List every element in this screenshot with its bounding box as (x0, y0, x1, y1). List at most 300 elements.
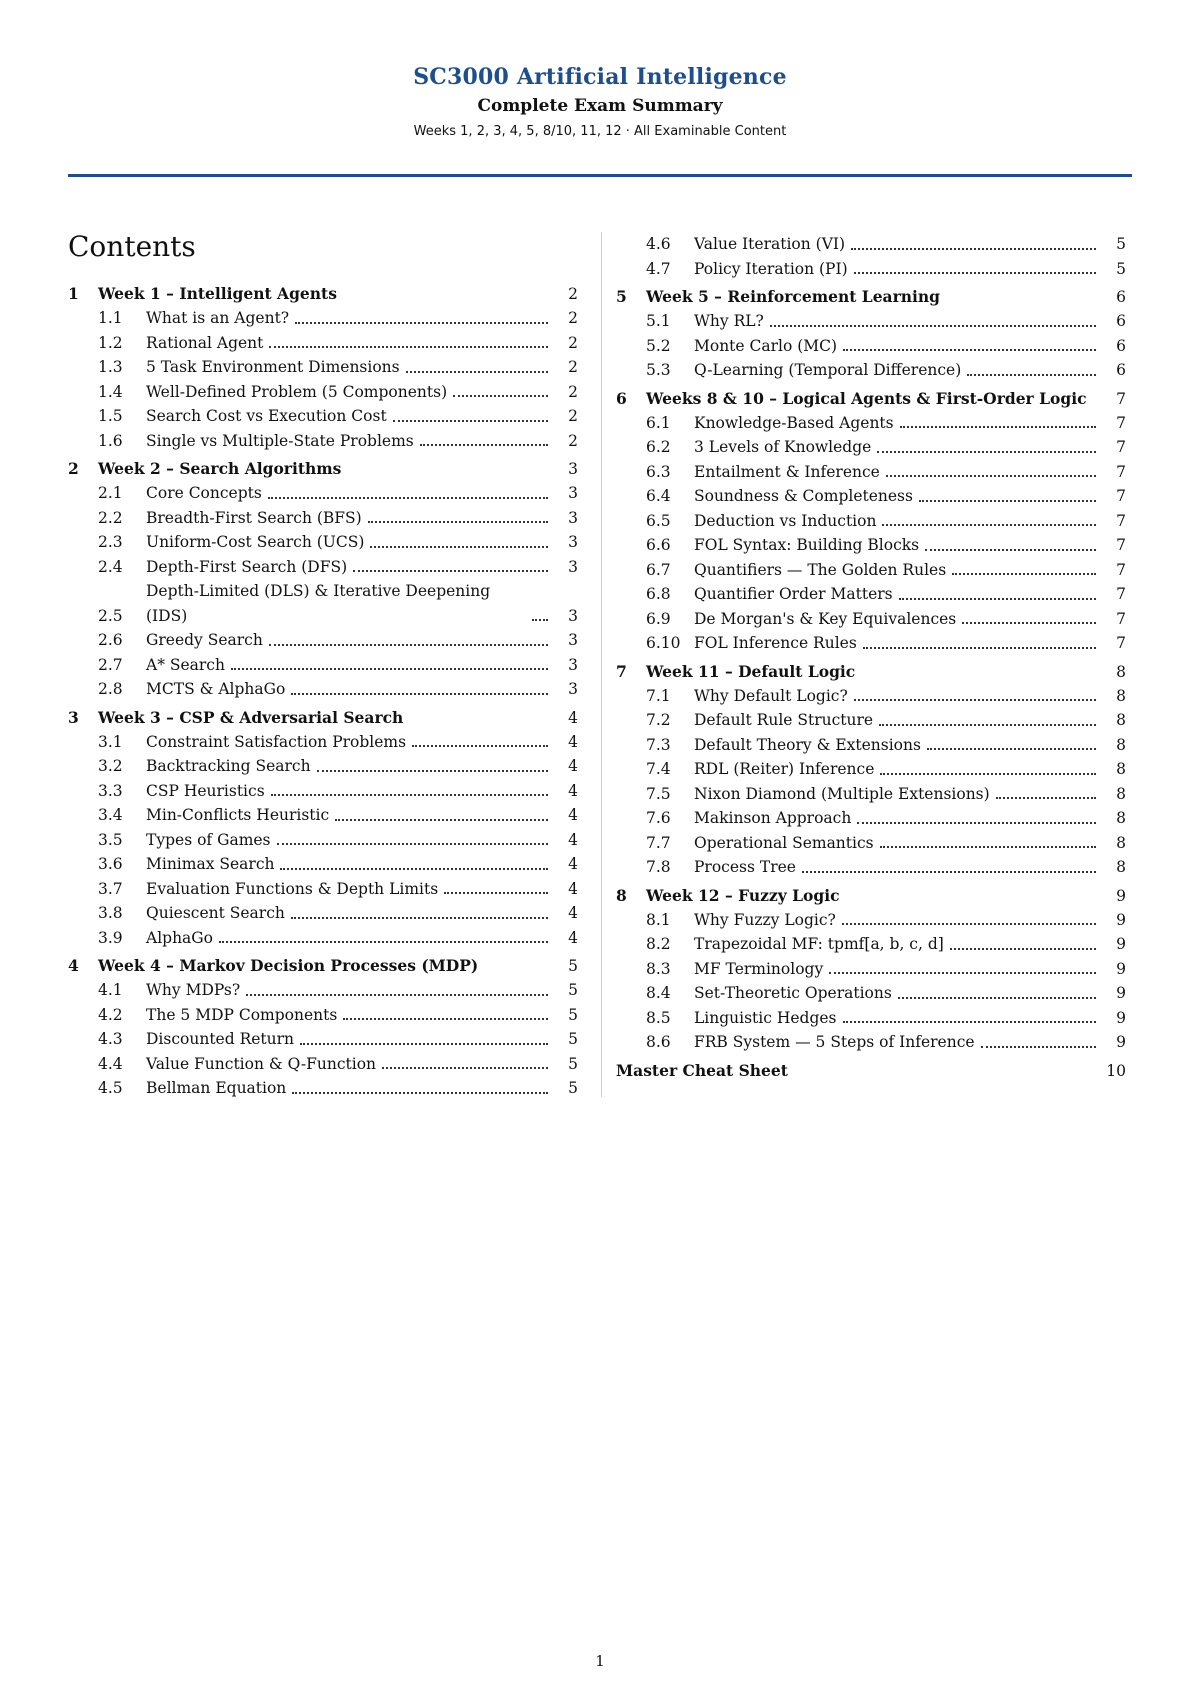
toc-subsection-title: 3 Levels of Knowledge (694, 438, 872, 456)
toc-subsection-title: Evaluation Functions & Depth Limits (146, 879, 439, 898)
toc-subsection-title: Breadth-First Search (BFS) (146, 508, 362, 527)
toc-subsection-title: Q-Learning (Temporal Difference) (694, 361, 962, 379)
toc-subsection-page: 2 (568, 333, 578, 352)
toc-subsection-title: Set-Theoretic Operations (694, 984, 892, 1002)
toc-subsection-entry[interactable] (68, 506, 578, 531)
toc-subsection-page: 4 (568, 781, 578, 800)
toc-subsection-number: 3.1 (98, 732, 123, 751)
toc-section-entry[interactable] (616, 285, 1126, 309)
toc-subsection-entry[interactable] (616, 684, 1126, 709)
document-subtitle: Complete Exam Summary (477, 96, 723, 116)
toc-subsection-number: 2.1 (98, 484, 123, 502)
toc-subsection-title: Trapezoidal MF: tpmf[a, b, c, d] (694, 935, 944, 953)
page-number: 1 (595, 1652, 605, 1670)
toc-subsection-title: Knowledge-Based Agents (694, 413, 894, 432)
toc-dot-leader (842, 923, 1096, 925)
toc-dot-leader (412, 745, 548, 747)
toc-section-title: Week 12 – Fuzzy Logic (646, 885, 840, 905)
toc-subsection-entry[interactable] (68, 555, 578, 580)
toc-subsection-entry[interactable] (616, 957, 1126, 982)
toc-subsection-title: Value Function & Q-Function (146, 1054, 377, 1073)
document-title: SC3000 Artificial Intelligence (413, 64, 787, 90)
toc-subsection-number: 6.10 (646, 634, 681, 652)
toc-subsection-entry[interactable] (616, 855, 1126, 880)
header-rule (68, 174, 1132, 177)
toc-subsection-entry[interactable] (68, 926, 578, 951)
toc-subsection-number: 7.2 (646, 711, 671, 729)
toc-dot-leader (880, 846, 1096, 848)
toc-subsection-number: 6.5 (646, 511, 671, 530)
toc-section-page: 9 (1116, 886, 1126, 905)
toc-subsection-page: 7 (1116, 438, 1126, 456)
toc-subsection-title: Entailment & Inference (694, 462, 880, 481)
contents-heading: Contents (68, 230, 196, 263)
toc-subsection-page: 2 (568, 358, 578, 376)
toc-subsection-entry[interactable] (616, 411, 1126, 436)
toc-subsection-number: 3.8 (98, 904, 123, 922)
toc-subsection-page: 8 (1116, 711, 1126, 729)
toc-subsection-page: 4 (568, 879, 578, 898)
toc-dot-leader (863, 647, 1096, 649)
toc-dot-leader (444, 892, 548, 894)
toc-dot-leader (950, 948, 1096, 950)
toc-subsection-page: 5 (1116, 235, 1126, 253)
toc-subsection-page: 8 (1116, 686, 1126, 705)
toc-subsection-page: 4 (568, 928, 578, 947)
toc-subsection-number: 4.5 (98, 1079, 123, 1097)
toc-subsection-page: 8 (1116, 784, 1126, 803)
toc-subsection-entry[interactable] (68, 404, 578, 429)
toc-subsection-page: 9 (1116, 984, 1126, 1002)
toc-subsection-number: 7.4 (646, 760, 671, 778)
toc-subsection-title: Quiescent Search (146, 904, 285, 922)
toc-subsection-page: 2 (568, 431, 578, 450)
toc-subsection-title: Quantifiers — The Golden Rules (694, 560, 947, 579)
toc-subsection-page: 5 (568, 981, 578, 999)
toc-dot-leader (532, 619, 548, 621)
toc-master-page: 10 (1106, 1061, 1126, 1080)
toc-subsection-number: 3.7 (98, 879, 123, 898)
toc-dot-leader (353, 570, 548, 572)
toc-subsection-number: 1.6 (98, 431, 123, 450)
toc-subsection-page: 7 (1116, 609, 1126, 628)
toc-section-number: 6 (616, 388, 627, 408)
toc-subsection-title: Value Iteration (VI) (694, 235, 846, 253)
toc-subsection-number: 2.2 (98, 508, 123, 527)
toc-subsection-page: 4 (568, 757, 578, 775)
toc-subsection-number: 2.5 (98, 606, 123, 625)
toc-subsection-title: Process Tree (694, 858, 796, 876)
toc-dot-leader (277, 843, 548, 845)
toc-section-number: 3 (68, 707, 79, 727)
toc-section-title: Week 5 – Reinforcement Learning (646, 287, 941, 306)
toc-subsection-number: 3.5 (98, 830, 123, 849)
toc-subsection-page: 8 (1116, 858, 1126, 876)
toc-dot-leader (854, 272, 1096, 274)
toc-subsection-number: 8.1 (646, 910, 671, 929)
toc-subsection-entry[interactable] (616, 932, 1126, 957)
toc-subsection-page: 7 (1116, 462, 1126, 481)
toc-subsection-title: Operational Semantics (694, 833, 874, 852)
toc-subsection-number: 1.3 (98, 358, 123, 376)
toc-subsection-page: 4 (568, 806, 578, 824)
toc-section-number: 8 (616, 885, 627, 905)
toc-subsection-page: 7 (1116, 585, 1126, 603)
toc-subsection-page: 7 (1116, 487, 1126, 505)
toc-dot-leader (962, 622, 1096, 624)
toc-dot-leader (886, 475, 1096, 477)
toc-subsection-title: Bellman Equation (146, 1079, 287, 1097)
toc-subsection-entry[interactable] (616, 460, 1126, 485)
toc-section-entry[interactable] (68, 457, 578, 481)
toc-dot-leader (335, 819, 548, 821)
toc-subsection-title: Depth-First Search (DFS) (146, 557, 348, 576)
toc-subsection-entry[interactable] (68, 901, 578, 926)
toc-subsection-title: RDL (Reiter) Inference (694, 760, 875, 778)
toc-subsection-entry[interactable] (68, 1052, 578, 1077)
toc-section-page: 5 (568, 957, 578, 975)
toc-subsection-title: A* Search (146, 655, 225, 674)
toc-dot-leader (879, 724, 1096, 726)
toc-subsection-number: 7.3 (646, 735, 671, 754)
toc-subsection-page: 6 (1116, 312, 1126, 330)
toc-subsection-entry[interactable] (616, 1006, 1126, 1031)
toc-dot-leader (268, 497, 548, 499)
toc-dot-leader (370, 546, 548, 548)
toc-subsection-number: 1.1 (98, 309, 123, 327)
toc-subsection-number: 6.6 (646, 536, 671, 554)
toc-subsection-number: 3.9 (98, 928, 123, 947)
toc-subsection-number: 3.4 (98, 806, 123, 824)
toc-dot-leader (851, 248, 1096, 250)
toc-subsection-page: 7 (1116, 634, 1126, 652)
toc-subsection-number: 8.2 (646, 935, 671, 953)
toc-subsection-number: 8.4 (646, 984, 671, 1002)
toc-subsection-page: 5 (1116, 259, 1126, 278)
toc-dot-leader (898, 997, 1096, 999)
toc-subsection-page: 9 (1116, 935, 1126, 953)
toc-section-entry[interactable] (616, 884, 1126, 908)
toc-subsection-page: 3 (568, 508, 578, 527)
toc-subsection-number: 4.7 (646, 259, 671, 278)
toc-subsection-entry[interactable] (68, 877, 578, 902)
toc-subsection-page: 8 (1116, 760, 1126, 778)
toc-subsection-number: 7.1 (646, 686, 671, 705)
toc-subsection-entry[interactable] (68, 779, 578, 804)
toc-subsection-page: 5 (568, 1030, 578, 1048)
toc-subsection-page: 6 (1116, 336, 1126, 355)
toc-subsection-entry[interactable] (616, 607, 1126, 632)
toc-subsection-page: 3 (568, 680, 578, 698)
toc-section-page: 7 (1116, 389, 1126, 408)
toc-subsection-title: FRB System — 5 Steps of Inference (694, 1033, 975, 1051)
toc-dot-leader (967, 374, 1096, 376)
toc-subsection-title: Quantifier Order Matters (694, 585, 893, 603)
toc-subsection-page: 9 (1116, 1033, 1126, 1051)
toc-subsection-entry[interactable] (616, 708, 1126, 733)
toc-dot-leader (981, 1046, 1096, 1048)
toc-subsection-entry[interactable] (616, 257, 1126, 282)
toc-subsection-entry[interactable] (616, 435, 1126, 460)
toc-subsection-number: 4.6 (646, 235, 671, 253)
toc-subsection-page: 3 (568, 655, 578, 674)
toc-subsection-page: 3 (568, 557, 578, 576)
toc-subsection-number: 7.5 (646, 784, 671, 803)
toc-subsection-title: Linguistic Hedges (694, 1008, 837, 1027)
toc-subsection-entry[interactable] (616, 309, 1126, 334)
toc-dot-leader (300, 1043, 548, 1045)
toc-subsection-entry[interactable] (616, 831, 1126, 856)
toc-section-number: 4 (68, 956, 79, 975)
toc-dot-leader (770, 325, 1096, 327)
toc-subsection-entry[interactable] (68, 530, 578, 555)
toc-subsection-title: Well-Defined Problem (5 Components) (146, 382, 448, 401)
toc-subsection-entry[interactable] (68, 653, 578, 678)
toc-section-page: 3 (568, 460, 578, 478)
toc-subsection-page: 7 (1116, 536, 1126, 554)
toc-subsection-entry[interactable] (68, 754, 578, 779)
toc-subsection-page: 2 (568, 382, 578, 401)
toc-subsection-number: 8.5 (646, 1008, 671, 1027)
toc-subsection-page: 2 (568, 407, 578, 425)
toc-subsection-entry[interactable] (616, 981, 1126, 1006)
toc-dot-leader (343, 1018, 548, 1020)
toc-subsection-number: 3.6 (98, 855, 123, 873)
toc-subsection-page: 7 (1116, 413, 1126, 432)
toc-subsection-entry[interactable] (616, 908, 1126, 933)
toc-subsection-entry[interactable] (616, 757, 1126, 782)
toc-subsection-entry[interactable] (616, 733, 1126, 758)
toc-subsection-number: 4.3 (98, 1030, 123, 1048)
toc-subsection-page: 3 (568, 484, 578, 502)
toc-subsection-number: 4.2 (98, 1005, 123, 1024)
toc-dot-leader (899, 598, 1096, 600)
toc-subsection-number: 6.4 (646, 487, 671, 505)
toc-subsection-entry[interactable] (68, 1003, 578, 1028)
toc-subsection-entry[interactable] (68, 852, 578, 877)
toc-section-title: Week 4 – Markov Decision Processes (MDP) (98, 956, 479, 975)
toc-section-page: 4 (568, 708, 578, 727)
toc-subsection-page: 6 (1116, 361, 1126, 379)
toc-subsection-number: 5.2 (646, 336, 671, 355)
toc-subsection-number: 1.2 (98, 333, 123, 352)
toc-subsection-entry[interactable] (616, 484, 1126, 509)
toc-subsection-number: 1.5 (98, 407, 123, 425)
toc-dot-leader (317, 770, 548, 772)
toc-subsection-page: 7 (1116, 560, 1126, 579)
toc-dot-leader (952, 573, 1096, 575)
toc-subsection-entry[interactable] (616, 1030, 1126, 1055)
toc-subsection-entry[interactable] (616, 582, 1126, 607)
toc-subsection-page: 9 (1116, 959, 1126, 978)
toc-subsection-entry[interactable] (68, 1076, 578, 1101)
toc-dot-leader (919, 500, 1096, 502)
toc-dot-leader (382, 1067, 548, 1069)
toc-subsection-number: 6.8 (646, 585, 671, 603)
toc-subsection-entry[interactable] (68, 677, 578, 702)
toc-subsection-page: 7 (1116, 511, 1126, 530)
toc-subsection-page: 5 (568, 1054, 578, 1073)
toc-dot-leader (246, 994, 548, 996)
toc-subsection-number: 4.1 (98, 981, 123, 999)
toc-dot-leader (453, 395, 548, 397)
toc-subsection-title: Uniform-Cost Search (UCS) (146, 533, 365, 551)
toc-subsection-page: 4 (568, 904, 578, 922)
toc-dot-leader (927, 748, 1096, 750)
toc-dot-leader (882, 524, 1096, 526)
toc-subsection-title: Monte Carlo (MC) (694, 336, 838, 355)
toc-subsection-number: 8.6 (646, 1033, 671, 1051)
toc-subsection-entry[interactable] (68, 355, 578, 380)
toc-subsection-entry[interactable] (68, 628, 578, 653)
toc-section-page: 8 (1116, 662, 1126, 681)
toc-section-number: 7 (616, 661, 627, 681)
toc-subsection-number: 5.1 (646, 312, 671, 330)
toc-subsection-number: 6.1 (646, 413, 671, 432)
toc-subsection-page: 8 (1116, 833, 1126, 852)
document-tagline: Weeks 1, 2, 3, 4, 5, 8/10, 11, 12 · All Examinable Content (413, 124, 787, 139)
toc-dot-leader (291, 917, 548, 919)
toc-dot-leader (843, 1021, 1096, 1023)
toc-subsection-number: 8.3 (646, 959, 671, 978)
toc-subsection-title: 5 Task Environment Dimensions (146, 358, 400, 376)
toc-dot-leader (291, 693, 548, 695)
toc-dot-leader (280, 868, 548, 870)
toc-subsection-entry[interactable] (616, 509, 1126, 534)
toc-dot-leader (880, 773, 1096, 775)
toc-subsection-number: 1.4 (98, 382, 123, 401)
toc-subsection-entry[interactable] (68, 803, 578, 828)
toc-subsection-title: De Morgan's & Key Equivalences (694, 609, 957, 628)
toc-subsection-page: 9 (1116, 1008, 1126, 1027)
toc-subsection-entry[interactable] (68, 380, 578, 405)
toc-subsection-number: 5.3 (646, 361, 671, 379)
toc-section-title: Week 11 – Default Logic (646, 661, 856, 681)
toc-subsection-title: Why Default Logic? (694, 686, 848, 705)
toc-subsection-number: 2.3 (98, 533, 123, 551)
toc-dot-leader (802, 871, 1096, 873)
toc-subsection-title: Default Theory & Extensions (694, 735, 921, 754)
toc-section-number: 2 (68, 459, 79, 478)
toc-section-entry[interactable] (616, 387, 1126, 411)
toc-subsection-entry[interactable] (68, 481, 578, 506)
toc-section-entry[interactable] (68, 706, 578, 730)
toc-subsection-number: 6.9 (646, 609, 671, 628)
toc-subsection-entry[interactable] (616, 334, 1126, 359)
toc-subsection-page: 9 (1116, 910, 1126, 929)
toc-subsection-title: Types of Games (146, 830, 271, 849)
toc-subsection-title: What is an Agent? (146, 309, 290, 327)
toc-subsection-number: 6.3 (646, 462, 671, 481)
toc-subsection-title: Policy Iteration (PI) (694, 259, 848, 278)
column-divider (601, 232, 602, 1097)
toc-section-entry[interactable] (68, 954, 578, 978)
toc-subsection-number: 3.3 (98, 781, 123, 800)
toc-subsection-entry[interactable] (68, 429, 578, 454)
toc-subsection-number: 2.6 (98, 631, 123, 649)
toc-right-column (616, 232, 1126, 1083)
toc-subsection-entry[interactable] (68, 978, 578, 1003)
toc-subsection-page: 2 (568, 309, 578, 327)
toc-section-entry[interactable] (68, 282, 578, 306)
toc-dot-leader (406, 371, 548, 373)
toc-subsection-entry[interactable] (616, 533, 1126, 558)
toc-subsection-title: Greedy Search (146, 631, 263, 649)
toc-subsection-page: 8 (1116, 809, 1126, 827)
toc-master-cheat-sheet[interactable] (616, 1059, 1126, 1083)
toc-subsection-title: MCTS & AlphaGo (146, 680, 286, 698)
toc-subsection-title: MF Terminology (694, 959, 824, 978)
toc-subsection-title: Rational Agent (146, 333, 264, 352)
toc-subsection-entry[interactable] (68, 579, 578, 628)
toc-section-title: Week 2 – Search Algorithms (98, 459, 342, 478)
toc-section-number: 5 (616, 287, 627, 306)
toc-subsection-number: 6.7 (646, 560, 671, 579)
toc-subsection-title: Nixon Diamond (Multiple Extensions) (694, 784, 990, 803)
toc-subsection-title: Depth-Limited (DLS) & Iterative Deepening (IDS) (146, 582, 491, 625)
toc-subsection-title: Backtracking Search (146, 757, 311, 775)
toc-dot-leader (854, 699, 1096, 701)
toc-section-title: Week 1 – Intelligent Agents (98, 284, 337, 303)
toc-subsection-number: 6.2 (646, 438, 671, 456)
toc-subsection-title: Minimax Search (146, 855, 275, 873)
toc-subsection-entry[interactable] (616, 806, 1126, 831)
toc-subsection-page: 3 (568, 606, 578, 625)
toc-subsection-title: Makinson Approach (694, 809, 852, 827)
toc-dot-leader (269, 346, 548, 348)
toc-subsection-entry[interactable] (616, 232, 1126, 257)
toc-dot-leader (295, 322, 548, 324)
toc-subsection-entry[interactable] (68, 306, 578, 331)
toc-subsection-title: AlphaGo (146, 928, 214, 947)
toc-subsection-page: 5 (568, 1079, 578, 1097)
toc-dot-leader (292, 1092, 548, 1094)
toc-subsection-title: Single vs Multiple-State Problems (146, 431, 414, 450)
toc-section-number: 1 (68, 284, 79, 303)
toc-subsection-number: 2.8 (98, 680, 123, 698)
toc-section-title: Weeks 8 & 10 – Logical Agents & First-Order Logic (646, 388, 1087, 408)
toc-subsection-title: FOL Inference Rules (694, 634, 857, 652)
toc-subsection-title: The 5 MDP Components (146, 1005, 338, 1024)
toc-subsection-entry[interactable] (616, 358, 1126, 383)
toc-subsection-title: Soundness & Completeness (694, 487, 913, 505)
toc-subsection-entry[interactable] (616, 631, 1126, 656)
toc-subsection-number: 2.4 (98, 557, 123, 576)
toc-subsection-entry[interactable] (68, 730, 578, 755)
toc-subsection-title: Search Cost vs Execution Cost (146, 407, 387, 425)
toc-subsection-entry[interactable] (68, 828, 578, 853)
toc-subsection-page: 4 (568, 830, 578, 849)
toc-subsection-entry[interactable] (616, 558, 1126, 583)
toc-section-entry[interactable] (616, 660, 1126, 684)
toc-subsection-entry[interactable] (616, 782, 1126, 807)
toc-dot-leader (877, 451, 1096, 453)
toc-dot-leader (219, 941, 548, 943)
toc-subsection-title: Deduction vs Induction (694, 511, 877, 530)
toc-subsection-entry[interactable] (68, 331, 578, 356)
toc-dot-leader (996, 797, 1096, 799)
toc-section-page: 2 (568, 285, 578, 303)
toc-subsection-entry[interactable] (68, 1027, 578, 1052)
toc-section-page: 6 (1116, 288, 1126, 306)
toc-dot-leader (843, 349, 1096, 351)
toc-dot-leader (420, 444, 548, 446)
toc-subsection-number: 2.7 (98, 655, 123, 674)
toc-subsection-number: 7.8 (646, 858, 671, 876)
toc-dot-leader (393, 420, 548, 422)
toc-dot-leader (925, 549, 1096, 551)
toc-dot-leader (231, 668, 548, 670)
